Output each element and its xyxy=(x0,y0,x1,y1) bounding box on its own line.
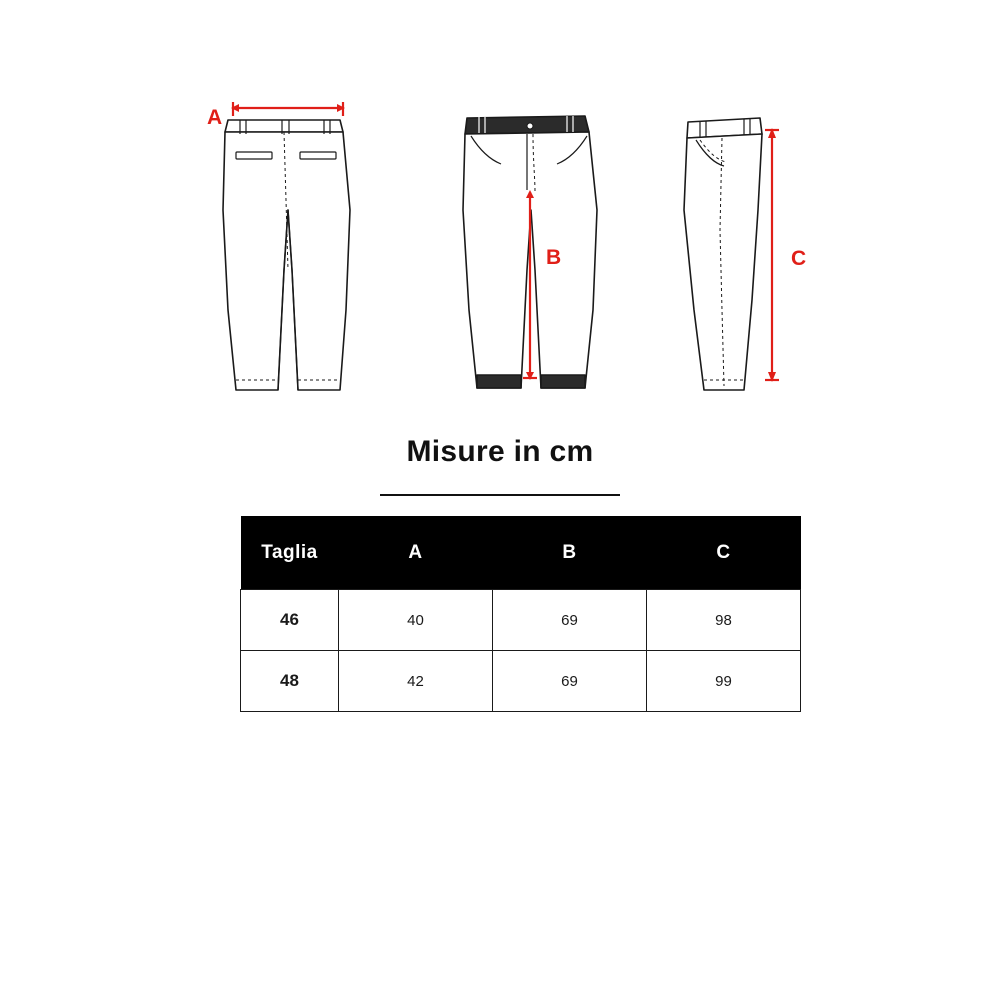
table-header-row xyxy=(241,516,801,590)
cell-a: 42 xyxy=(339,651,493,712)
column-header-a: A xyxy=(339,516,493,590)
column-header-c: C xyxy=(647,516,801,590)
cell-b: 69 xyxy=(493,590,647,651)
column-header-b: B xyxy=(493,516,647,590)
table-row xyxy=(241,590,801,651)
measure-label-c: C xyxy=(791,247,807,270)
page-title: Misure in cm xyxy=(406,435,594,468)
title-divider xyxy=(380,494,620,496)
cell-b: 69 xyxy=(493,651,647,712)
cell-c: 98 xyxy=(647,590,801,651)
trousers-side-view-icon xyxy=(660,60,860,400)
cell-size: 48 xyxy=(241,651,339,712)
cell-a: 40 xyxy=(339,590,493,651)
cell-size: 46 xyxy=(241,590,339,651)
table-row xyxy=(241,651,801,712)
size-table xyxy=(240,516,801,712)
measure-label-a: A xyxy=(207,106,223,129)
size-table-wrapper xyxy=(240,516,800,712)
illustration-group xyxy=(0,60,1000,410)
trousers-front-view-icon xyxy=(435,60,635,400)
column-header-size: Taglia xyxy=(241,516,339,590)
cell-c: 99 xyxy=(647,651,801,712)
measure-label-b: B xyxy=(546,246,562,269)
